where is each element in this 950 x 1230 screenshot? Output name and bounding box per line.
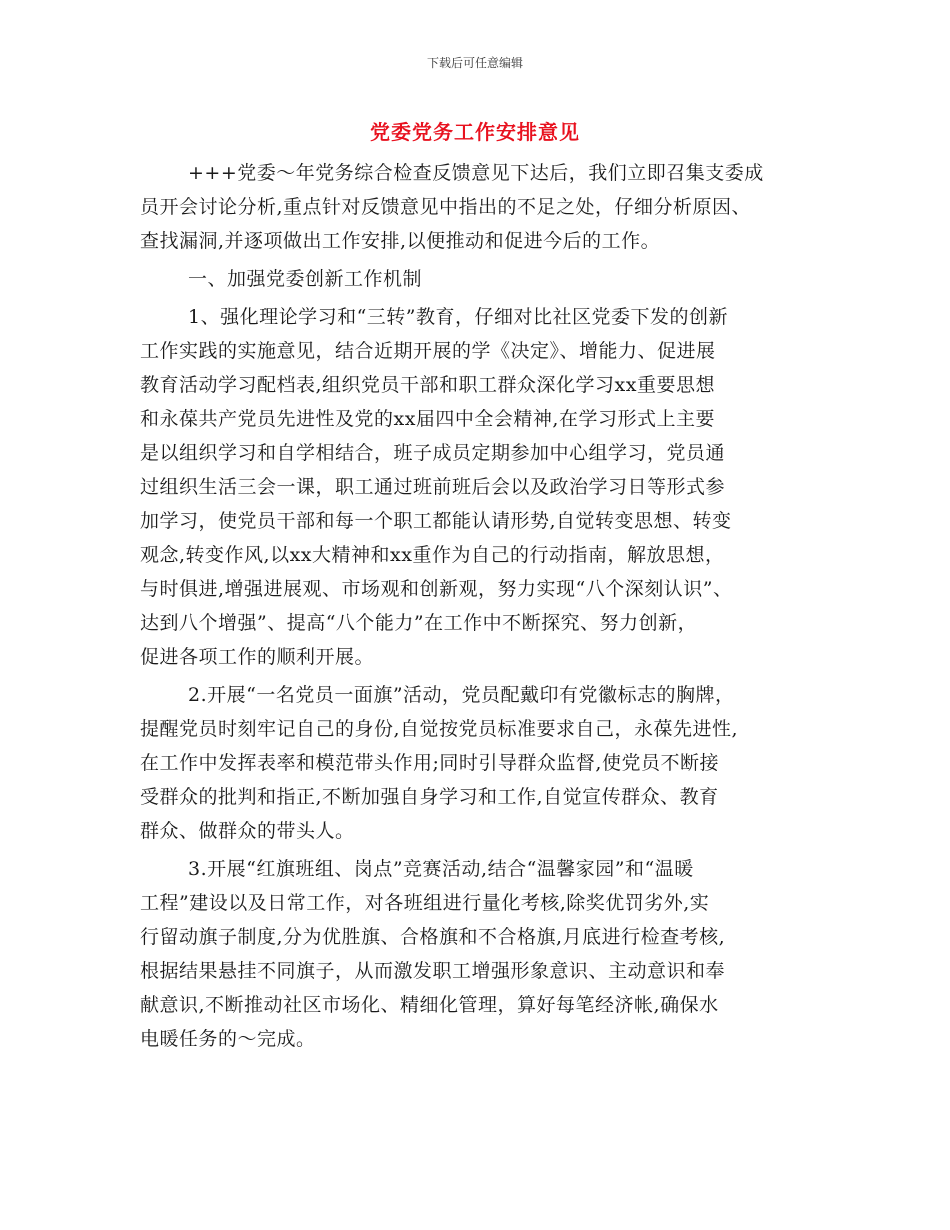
section-heading (140, 262, 818, 296)
text-line: 一、加强党委创新工作机制 (188, 268, 423, 290)
text-line: +++党委～年党务综合检查反馈意见下达后，我们立即召集支委成 (188, 162, 764, 184)
header-note: 下载后可任意编辑 (426, 56, 523, 70)
paragraph-item-2 (140, 678, 818, 848)
text-line: 过组织生活三会一课，职工通过班前班后会以及政治学习日等形式参 (140, 476, 726, 498)
paragraph-intro (140, 156, 818, 258)
text-line: 员开会讨论分析,重点针对反馈意见中指出的不足之处，仔细分析原因、 (140, 196, 752, 218)
text-line: 查找漏洞,并逐项做出工作安排,以便推动和促进今后的工作。 (140, 230, 661, 252)
text-line: 教育活动学习配档表,组织党员干部和职工群众深化学习xx重要思想 (140, 374, 715, 396)
text-line: 与时俱进,增强进展观、市场观和创新观，努力实现“八个深刻认识”、 (140, 578, 733, 600)
text-line: 加学习，使党员干部和每一个职工都能认请形势,自觉转变思想、转变 (140, 510, 732, 532)
text-line: 行留动旗子制度,分为优胜旗、合格旗和不合格旗,月底进行检查考核, (140, 926, 726, 948)
text-line: 达到八个增强”、提高“八个能力”在工作中不断探究、努力创新， (140, 612, 698, 634)
text-line: 献意识,不断推动社区市场化、精细化管理，算好每笔经济帐,确保水 (140, 994, 719, 1016)
text-line: 群众、做群众的带头人。 (140, 820, 355, 842)
text-line: 1、强化理论学习和“三转”教育，仔细对比社区党委下发的创新 (188, 306, 729, 328)
text-line: 根据结果悬挂不同旗子，从而激发职工增强形象意识、主动意识和奉 (140, 960, 726, 982)
document-body (140, 156, 818, 1056)
text-line: 和永葆共产党员先进性及党的xx届四中全会精神,在学习形式上主要 (140, 408, 715, 430)
text-line: 工程”建设以及日常工作，对各班组进行量化考核,除奖优罚劣外,实 (140, 892, 710, 914)
text-line: 观念,转变作风,以xx大精神和xx重作为自己的行动指南，解放思想， (140, 544, 725, 566)
text-line: 受群众的批判和指正,不断加强自身学习和工作,自觉宣传群众、教育 (140, 786, 719, 808)
text-line: 工作实践的实施意见，结合近期开展的学《决定》、增能力、促进展 (140, 340, 716, 362)
text-line: 在工作中发挥表率和模范带头作用;同时引导群众监督,使党员不断接 (140, 752, 719, 774)
text-line: 是以组织学习和自学相结合，班子成员定期参加中心组学习，党员通 (140, 442, 726, 464)
document-title: 党委党务工作安排意见 (370, 120, 580, 144)
text-line: 3.开展“红旗班组、岗点”竞赛活动,结合“温馨家园”和“温暖 (188, 858, 694, 880)
paragraph-item-3 (140, 852, 818, 1056)
text-line: 促进各项工作的顺利开展。 (140, 646, 375, 668)
text-line: 提醒党员时刻牢记自己的身份,自觉按党员标准要求自己，永葆先进性, (140, 718, 739, 740)
text-line: 2.开展“一名党员一面旗”活动，党员配戴印有党徽标志的胸牌， (188, 684, 735, 706)
paragraph-item-1 (140, 300, 818, 674)
text-line: 电暖任务的～完成。 (140, 1028, 316, 1050)
